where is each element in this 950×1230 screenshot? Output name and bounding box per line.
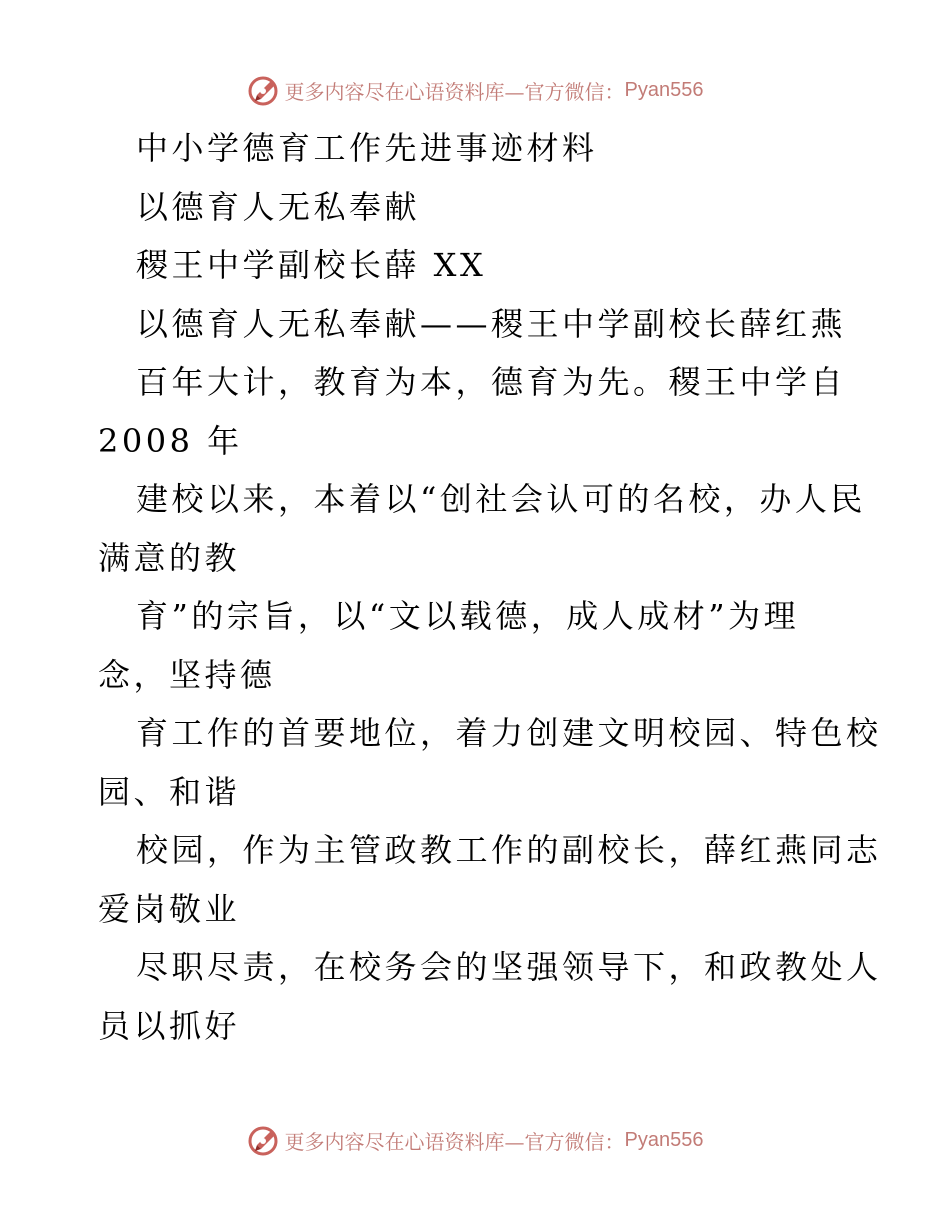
doc-subtitle: 以德育人无私奉献 <box>136 187 421 226</box>
footer-watermark <box>0 1122 950 1158</box>
doc-line: 校园，作为主管政教工作的副校长，薛红燕同志 <box>136 831 882 869</box>
watermark-text: 更多内容尽在心语资料库—官方微信： <box>284 1129 625 1154</box>
doc-line: 念，坚持德 <box>98 655 276 694</box>
doc-line: 尽职尽责，在校务会的坚强领导下，和政教处人 <box>136 948 882 986</box>
pen-logo-icon <box>247 1123 281 1157</box>
watermark-wechat-id: Pyan556 <box>624 78 704 101</box>
doc-heading: 以德育人无私奉献——稷王中学副校长薛红燕 <box>136 304 847 343</box>
doc-author: 稷王中学副校长薛 XX <box>136 246 487 284</box>
watermark-text: 更多内容尽在心语资料库—官方微信： <box>284 79 625 104</box>
doc-line: 育”的宗旨，以“文以载德，成人成材”为理 <box>136 597 800 635</box>
doc-line: 2008 年 <box>98 421 243 460</box>
header-watermark <box>0 72 950 108</box>
watermark-wechat-id: Pyan556 <box>624 1128 704 1151</box>
doc-title: 中小学德育工作先进事迹材料 <box>136 129 598 167</box>
pen-logo-icon <box>247 73 281 107</box>
doc-line: 员以抓好 <box>98 1006 241 1045</box>
doc-line: 育工作的首要地位，着力创建文明校园、特色校 <box>136 714 882 752</box>
doc-line: 建校以来，本着以“创社会认可的名校，办人民 <box>136 480 866 518</box>
doc-line: 百年大计，教育为本，德育为先。稷王中学自 <box>136 363 847 401</box>
doc-line: 满意的教 <box>98 538 241 577</box>
doc-line: 爱岗敬业 <box>98 889 241 928</box>
doc-line: 园、和谐 <box>98 772 241 811</box>
document-body <box>98 119 882 1055</box>
